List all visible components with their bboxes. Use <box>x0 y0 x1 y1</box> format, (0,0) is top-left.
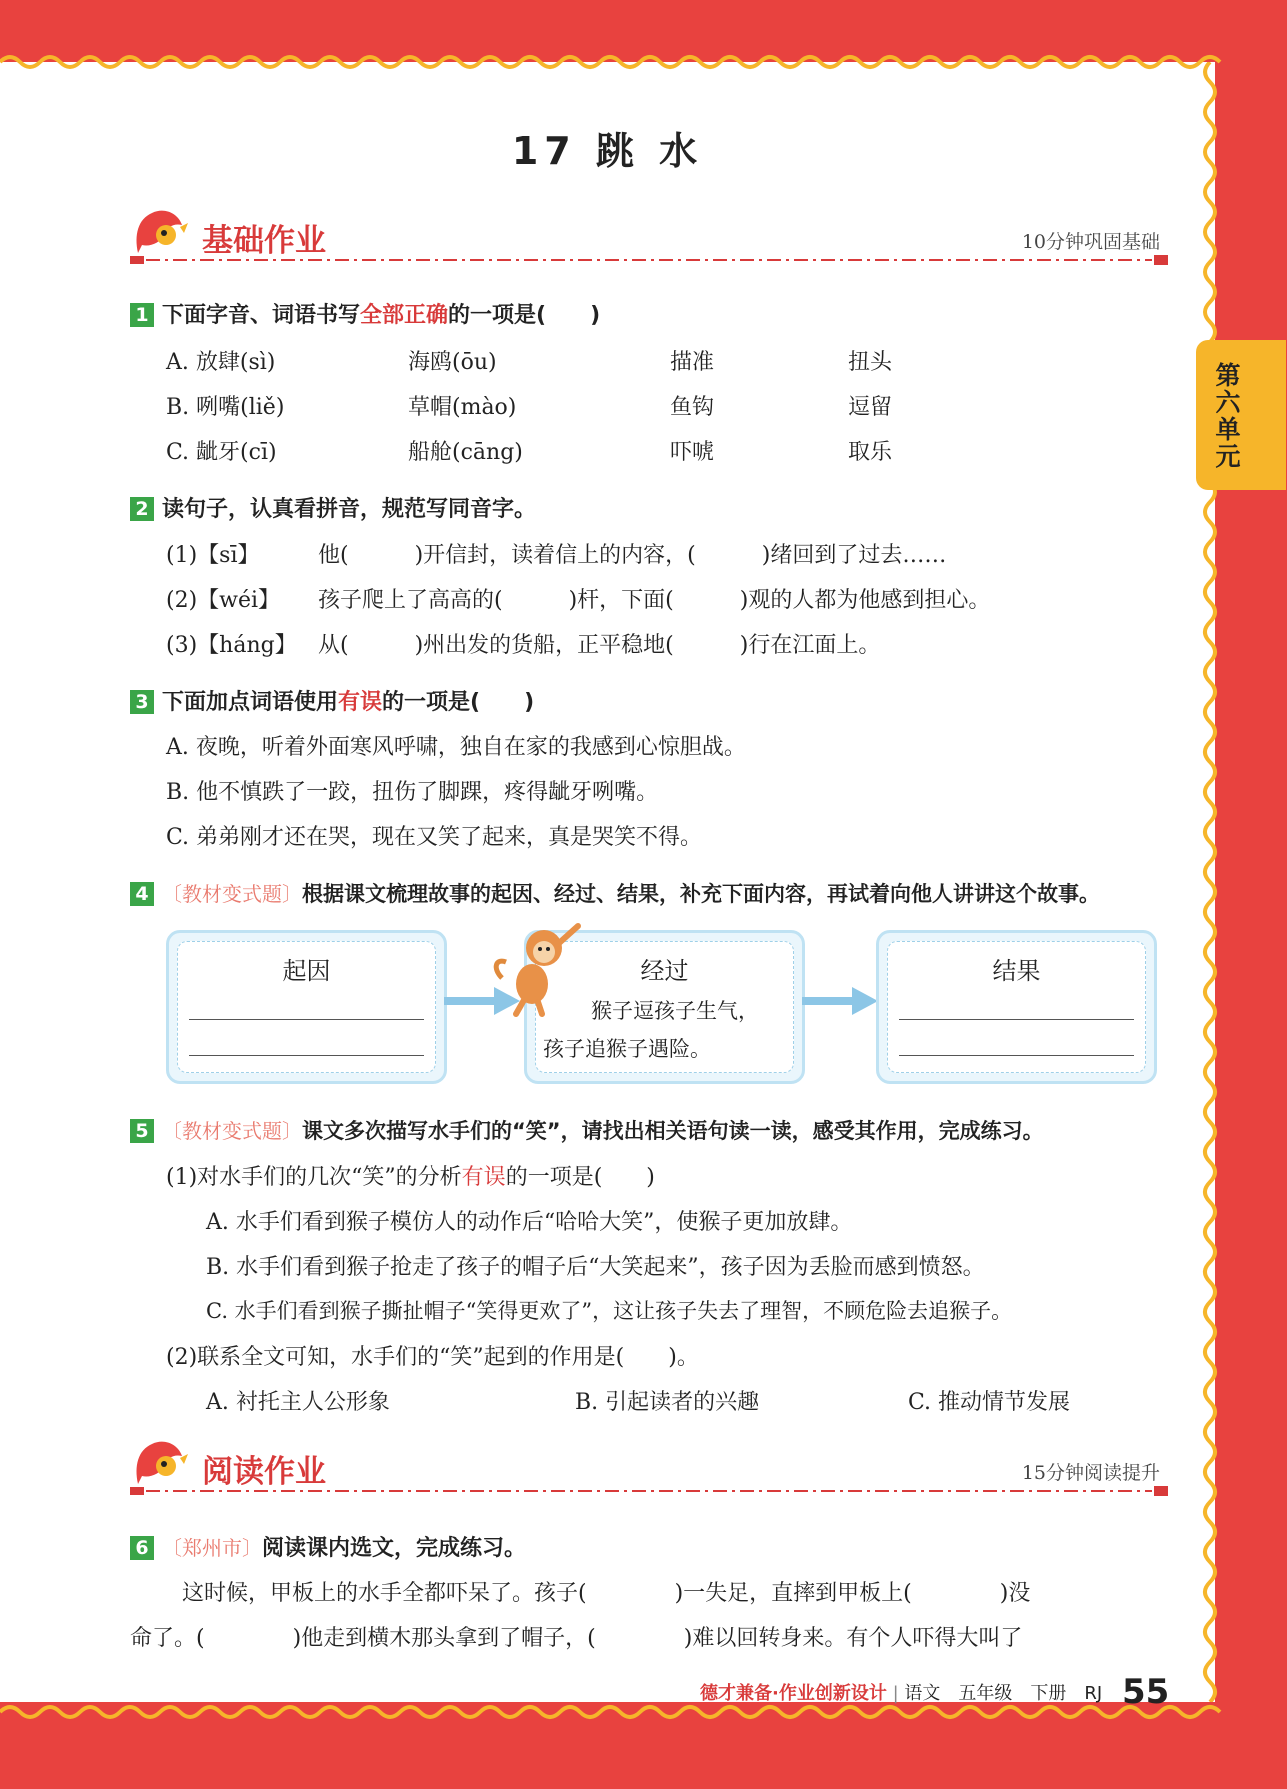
question-number: 3 <box>130 690 154 714</box>
q5-sub1 <box>166 1160 655 1191</box>
question-tag: 〔教材变式题〕 <box>162 882 302 906</box>
box-text: 猴子逗孩子生气， <box>591 999 759 1023</box>
pinyin-label: (1)【sī】 <box>166 543 260 568</box>
fill-sentence[interactable]: 他( )开信封，读着信上的内容，( )绪回到了过去…… <box>318 543 947 568</box>
section-subtitle: 10分钟巩固基础 <box>1021 231 1160 253</box>
monkey-icon <box>492 918 588 1018</box>
answer-line <box>899 1019 1134 1020</box>
question-stem: 下面加点词语使用 <box>162 690 339 715</box>
section-header-basic <box>130 205 1170 275</box>
q3-option-a[interactable]: A. 夜晚，听着外面寒风呼啸，独自在家的我感到心惊胆战。 <box>166 735 746 760</box>
question-stem-end: 的一项是( ) <box>448 303 601 328</box>
section-header-reading <box>130 1436 1170 1506</box>
option-word: B. 咧嘴(liě) <box>166 395 285 420</box>
question-6 <box>130 1531 526 1562</box>
question-number: 5 <box>130 1119 154 1143</box>
pinyin-label: (3)【háng】 <box>166 633 297 658</box>
option-word: 船舱(cāng) <box>408 440 523 465</box>
q3-option-b[interactable]: B. 他不慎跌了一跤，扭伤了脚踝，疼得龇牙咧嘴。 <box>166 780 659 805</box>
right-wave-border <box>1198 62 1222 1702</box>
question-3 <box>130 685 534 716</box>
question-stem: 根据课文梳理故事的起因、经过、结果，补充下面内容，再试着向他人讲讲这个故事。 <box>302 882 1100 906</box>
q5-2-option-a[interactable]: A. 衬托主人公形象 <box>206 1390 390 1415</box>
passage-line[interactable]: 命了。( )他走到横木那头拿到了帽子，( )难以回转身来。有个人吓得大叫了 <box>130 1626 1023 1651</box>
result-box[interactable] <box>876 930 1157 1084</box>
mascot-icon <box>130 1436 190 1488</box>
question-stem: 阅读课内选文，完成练习。 <box>262 1536 527 1561</box>
q5-1-option-b[interactable]: B. 水手们看到猴子抢走了孩子的帽子后“大笑起来”，孩子因为丢脸而感到愤怒。 <box>206 1255 985 1280</box>
question-number: 4 <box>130 882 154 906</box>
answer-line <box>189 1019 424 1020</box>
section-divider <box>130 1484 1170 1498</box>
question-stem-highlight: 全部正确 <box>360 303 449 328</box>
question-number: 1 <box>130 303 154 327</box>
question-tag: 〔教材变式题〕 <box>162 1119 302 1143</box>
question-tag: 〔郑州市〕 <box>162 1536 262 1560</box>
question-stem: 读句子，认真看拼音，规范写同音字。 <box>162 497 537 522</box>
option-word: 草帽(mào) <box>408 395 517 420</box>
question-5 <box>130 1115 1044 1145</box>
option-word: C. 龇牙(cī) <box>166 440 277 465</box>
top-wave-border <box>0 50 1287 74</box>
mascot-icon <box>130 205 190 257</box>
option-word: A. 放肆(sì) <box>166 350 276 375</box>
footer-info: 语文 五年级 下册 RJ <box>904 1683 1103 1704</box>
q3-option-c[interactable]: C. 弟弟刚才还在哭，现在又笑了起来，真是哭笑不得。 <box>166 825 703 850</box>
fill-sentence[interactable]: 孩子爬上了高高的( )杆，下面( )观的人都为他感到担心。 <box>318 588 991 613</box>
arrow-icon <box>802 984 880 1018</box>
question-stem: 课文多次描写水手们的“笑”，请找出相关语句读一读，感受其作用，完成练习。 <box>302 1119 1044 1143</box>
box-text: 孩子追猴子遇险。 <box>543 1037 711 1061</box>
answer-line <box>899 1055 1134 1056</box>
option-word: 吓唬 <box>670 440 715 465</box>
question-stem: 下面字音、词语书写 <box>162 303 361 328</box>
option-word: 描准 <box>670 350 715 375</box>
footer-brand: 德才兼备·作业创新设计 <box>700 1683 887 1704</box>
q5-sub2: (2)联系全文可知，水手们的“笑”起到的作用是( )。 <box>166 1345 699 1370</box>
lesson-title: 17 跳 水 <box>511 129 704 173</box>
question-stem-highlight: 有误 <box>338 690 383 715</box>
section-divider <box>130 253 1170 267</box>
passage-line[interactable]: 这时候，甲板上的水手全都吓呆了。孩子( )一失足，直摔到甲板上( )没 <box>182 1581 1031 1606</box>
box-heading: 起因 <box>282 957 331 985</box>
question-number: 2 <box>130 497 154 521</box>
page-footer: 德才兼备·作业创新设计 | 语文 五年级 下册 RJ 55 <box>700 1672 1170 1712</box>
option-word: 鱼钩 <box>670 395 715 420</box>
option-word: 逗留 <box>848 395 893 420</box>
option-word: 扭头 <box>848 350 893 375</box>
option-word: 海鸥(ōu) <box>408 350 497 375</box>
question-1 <box>130 298 600 329</box>
page-number: 55 <box>1121 1672 1170 1712</box>
q5-1-option-c[interactable]: C. 水手们看到猴子撕扯帽子“笑得更欢了”，这让孩子失去了理智，不顾危险去追猴子。 <box>206 1299 1013 1323</box>
unit-tab[interactable] <box>1196 340 1286 490</box>
pinyin-label: (2)【wéi】 <box>166 588 281 613</box>
question-4 <box>130 878 1100 908</box>
box-heading: 经过 <box>640 957 689 985</box>
sub-stem-highlight: 有误 <box>461 1165 506 1190</box>
question-number: 6 <box>130 1536 154 1560</box>
answer-line <box>189 1055 424 1056</box>
question-stem-end: 的一项是( ) <box>382 690 535 715</box>
fill-sentence[interactable]: 从( )州出发的货船，正平稳地( )行在江面上。 <box>318 633 881 658</box>
sub-stem: (1)对水手们的几次“笑”的分析 <box>166 1165 462 1190</box>
q5-1-option-a[interactable]: A. 水手们看到猴子模仿人的动作后“哈哈大笑”，使猴子更加放肆。 <box>206 1210 853 1235</box>
unit-tab-label: 第六单元 <box>1212 362 1241 470</box>
q5-2-option-c[interactable]: C. 推动情节发展 <box>908 1390 1071 1415</box>
cause-box[interactable] <box>166 930 447 1084</box>
question-2 <box>130 492 536 523</box>
section-title: 基础作业 <box>202 223 326 259</box>
box-heading: 结果 <box>992 957 1041 985</box>
q5-2-option-b[interactable]: B. 引起读者的兴趣 <box>575 1390 760 1415</box>
option-word: 取乐 <box>848 440 893 465</box>
section-title: 阅读作业 <box>202 1454 326 1490</box>
section-subtitle: 15分钟阅读提升 <box>1021 1462 1160 1484</box>
sub-stem-end: 的一项是( ) <box>505 1165 655 1190</box>
